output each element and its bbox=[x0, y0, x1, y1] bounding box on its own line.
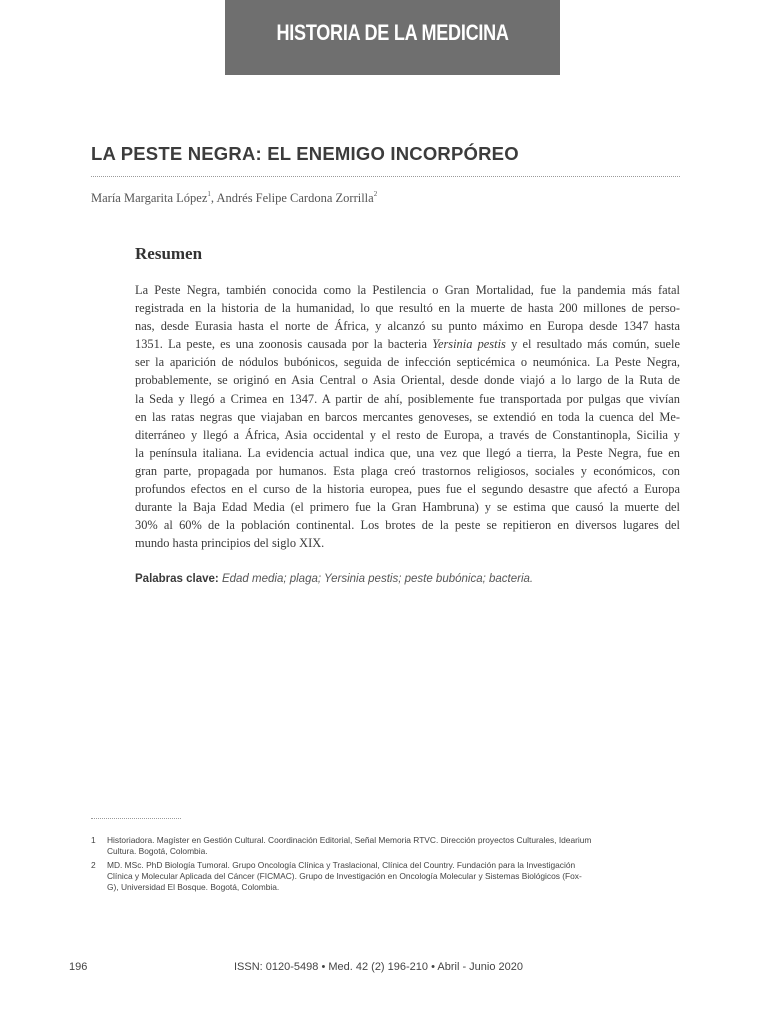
abstract-line: registrada en la historia de la humanidad, lo que resultó en la muerte de hasta 200 millones de perso- bbox=[135, 301, 680, 316]
abstract-line: nas, desde Eurasia hasta el norte de África, y alcanzó su punto máximo en Europa desde 1347 hasta bbox=[135, 319, 680, 334]
abstract-line: 30% al 60% de la población continental. Los brotes de la peste se repitieron en diversos lugares del bbox=[135, 518, 680, 533]
author-ref-2: 2 bbox=[373, 190, 378, 198]
keywords-list: Edad media; plaga; Yersinia pestis; peste bubónica; bacteria. bbox=[221, 573, 534, 585]
footnote-line: MD. MSc. PhD Biología Tumoral. Grupo Oncología Clínica y Traslacional, Clínica del Country. Fundación para la Investigación bbox=[107, 859, 576, 870]
abstract-line: la Seda y llegó a Crimea en 1347. A partir de ahí, posiblemente fue transportada por pulgas que vivían bbox=[135, 391, 680, 406]
abstract-line: durante la Baja Edad Media (el primero fue la Gran Hambruna) y se estima que causó la muerte del bbox=[135, 500, 680, 515]
page-number: 196 bbox=[69, 961, 88, 973]
author-name-2: Andrés Felipe Cardona Zorrilla bbox=[216, 191, 374, 205]
abstract-line-part: 1351. La peste, es una zoonosis causada por la bacteria bbox=[135, 337, 433, 352]
abstract-line: ser la aparición de nódulos bubónicos, seguida de infección septicémica o neumónica. La Peste Negra, bbox=[135, 355, 680, 370]
footnote-1 bbox=[91, 835, 681, 858]
footnote-line: Cultura. Bogotá, Colombia. bbox=[107, 846, 208, 857]
abstract-line: diterráneo y llegó a África, Asia occidental y el resto de Europa, a través de Constantinopla, Sicilia y bbox=[135, 427, 680, 442]
species-name: Yersinia pestis bbox=[432, 337, 506, 352]
footnote-2 bbox=[91, 860, 681, 894]
journal-citation: ISSN: 0120-5498 • Med. 42 (2) 196-210 • Abril - Junio 2020 bbox=[234, 961, 523, 973]
author-ref-1: 1 bbox=[207, 190, 211, 198]
section-banner-label: HISTORIA DE LA MEDICINA bbox=[276, 19, 509, 45]
footnote-line: G), Universidad El Bosque. Bogotá, Colombia. bbox=[107, 882, 280, 893]
footnote-number: 2 bbox=[91, 859, 96, 870]
abstract-line: la península italiana. La evidencia actual indica que, una vez que llegó a tierra, la Peste Negra, fue en bbox=[135, 445, 680, 460]
abstract-line: profundos efectos en el curso de la historia europea, pues fue el segundo desastre que afectó a Europa bbox=[135, 482, 680, 497]
footnote-line: Clínica y Molecular Aplicada del Cáncer (FICMAC). Grupo de Investigación en Oncología Molecular y Sistemas Biológicos (Fox- bbox=[107, 870, 582, 881]
article-title: LA PESTE NEGRA: EL ENEMIGO INCORPÓREO bbox=[91, 143, 519, 164]
abstract-line-part: y el resultado más común, suele bbox=[505, 337, 680, 352]
author-name-1: María Margarita López bbox=[91, 191, 208, 205]
section-banner bbox=[225, 0, 560, 75]
abstract-body bbox=[135, 281, 680, 552]
keywords bbox=[135, 573, 533, 585]
abstract-line: La Peste Negra, también conocida como la Pestilencia o Gran Mortalidad, fue la pandemia más fatal bbox=[135, 283, 680, 297]
abstract-line: en las ratas negras que viajaban en barcos mercantes genoveses, se extendió en toda la cuenca del Me- bbox=[135, 409, 680, 424]
title-divider bbox=[91, 176, 680, 177]
footnote-divider bbox=[91, 818, 181, 819]
abstract-line: probablemente, se originó en Asia Central o Asia Oriental, desde donde viajó a lo largo de la Ruta de bbox=[135, 373, 680, 388]
abstract-line bbox=[135, 335, 680, 353]
abstract-line: gran parte, propagada por humanos. Esta plaga creó trastornos religiosos, sociales y económicos, con bbox=[135, 463, 680, 478]
author-separator: , bbox=[210, 191, 217, 205]
footnote-number: 1 bbox=[91, 835, 96, 845]
footnote-text bbox=[107, 860, 681, 894]
author-line bbox=[91, 191, 377, 206]
footnote-line: Historiadora. Magíster en Gestión Cultural. Coordinación Editorial, Señal Memoria RTVC. Dirección proyectos Culturales, Idearium bbox=[107, 835, 592, 845]
abstract-heading: Resumen bbox=[135, 244, 203, 263]
abstract-line: mundo hasta principios del siglo XIX. bbox=[135, 536, 325, 551]
keywords-label: Palabras clave: bbox=[135, 573, 219, 585]
footnotes bbox=[91, 835, 681, 895]
footnote-text bbox=[107, 835, 681, 858]
